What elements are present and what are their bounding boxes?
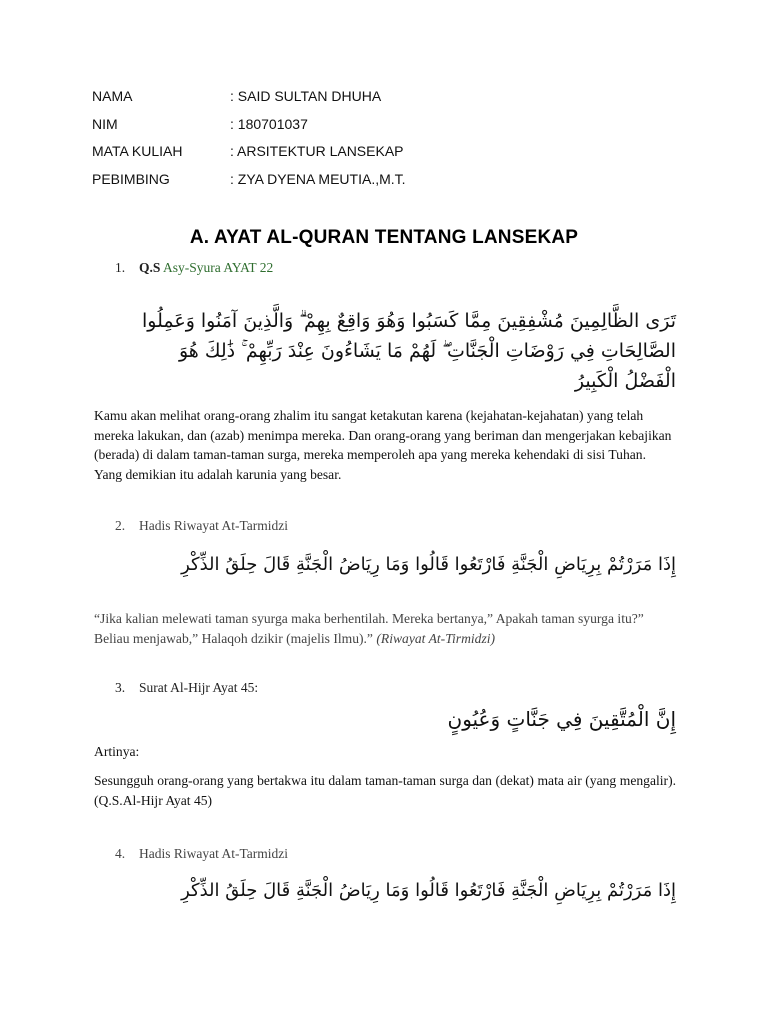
identity-row-nama bbox=[92, 88, 406, 116]
identity-label: NAMA bbox=[92, 88, 133, 104]
surah-title: Asy-Syura AYAT 22 bbox=[160, 260, 274, 275]
identity-label: MATA KULIAH bbox=[92, 143, 183, 159]
list-number: 2. bbox=[115, 518, 126, 533]
arabic-hadith-4 bbox=[181, 877, 676, 905]
list-item-1-title bbox=[115, 260, 273, 276]
arabic-verse-1 bbox=[142, 306, 676, 396]
arabic-line: تَرَى الظَّالِمِينَ مُشْفِقِينَ مِمَّا كَسَبُوا وَهُوَ وَاقِعٌ بِهِمْ ۗ وَالَّذِينَ آمَنُوا وَعَمِلُوا bbox=[141, 310, 676, 332]
arabic-hadith-2 bbox=[181, 551, 676, 579]
list-number: 3. bbox=[115, 680, 126, 695]
arabic-line: إِنَّ الْمُتَّقِينَ فِي جَنَّاتٍ وَعُيُونٍ bbox=[447, 707, 676, 731]
list-item-2-title bbox=[115, 518, 288, 534]
identity-row-mata-kuliah bbox=[92, 143, 406, 171]
qs-prefix: Q.S bbox=[139, 260, 161, 275]
list-item-4-title bbox=[115, 846, 288, 862]
hadith-title: Hadis Riwayat At-Tarmidzi bbox=[139, 846, 289, 861]
list-number: 1. bbox=[115, 260, 126, 275]
identity-value: : SAID SULTAN DHUHA bbox=[230, 88, 382, 104]
arabic-line: إِذَا مَرَرْتُمْ بِرِيَاضِ الْجَنَّةِ فَارْتَعُوا قَالُوا وَمَا رِيَاضُ الْجَنَّةِ قَالَ حِلَقُ الذِّكْرِ bbox=[181, 880, 676, 901]
identity-label: PEBIMBING bbox=[92, 170, 170, 187]
list-number: 4. bbox=[115, 846, 126, 861]
surah-title: Surat Al-Hijr Ayat 45: bbox=[139, 680, 259, 695]
translation-2 bbox=[94, 609, 676, 648]
artinya-label: Artinya: bbox=[94, 744, 140, 759]
translation-text: “Jika kalian melewati taman syurga maka berhentilah. Mereka bertanya,” Apakah taman syurga itu?” Beliau menjawab,” Halaqoh dzikir (majelis Ilmu).” bbox=[94, 611, 644, 646]
identity-value: : 180701037 bbox=[230, 115, 308, 132]
identity-value: : ARSITEKTUR LANSEKAP bbox=[230, 143, 404, 159]
identity-row-pebimbing bbox=[92, 171, 406, 199]
section-heading: A. AYAT AL-QURAN TENTANG LANSEKAP bbox=[189, 227, 579, 248]
list-item-3-title bbox=[115, 680, 258, 696]
arabic-line: إِذَا مَرَرْتُمْ بِرِيَاضِ الْجَنَّةِ فَارْتَعُوا قَالُوا وَمَا رِيَاضُ الْجَنَّةِ قَالَ حِلَقُ الذِّكْرِ bbox=[181, 554, 676, 575]
identity-block bbox=[92, 88, 406, 198]
translation-source: (Riwayat At-Tirmidzi) bbox=[376, 630, 496, 646]
arabic-verse-3 bbox=[448, 703, 677, 735]
arabic-line: الْفَضْلُ الْكَبِيرُ bbox=[574, 370, 676, 392]
translation-3: Sesungguh orang-orang yang bertakwa itu dalam taman-taman surga dan (dekat) mata air (yang mengalir). (Q.S.Al-Hijr Ayat 45) bbox=[94, 773, 676, 808]
identity-value: : ZYA DYENA MEUTIA.,M.T. bbox=[230, 170, 406, 187]
identity-label: NIM bbox=[92, 115, 118, 132]
translation-1: Kamu akan melihat orang-orang zhalim itu sangat ketakutan karena (kejahatan-kejahatan) yang telah mereka lakukan, dan (azab) menimpa mereka. Dan orang-orang yang beriman dan mengerjakan kebajikan (berada) di dalam taman-taman surga, mereka memperoleh apa yang mereka kehendaki di sisi Tuhan. Yang demikian itu adalah karunia yang besar. bbox=[94, 408, 672, 482]
hadith-title: Hadis Riwayat At-Tarmidzi bbox=[139, 518, 289, 533]
identity-row-nim bbox=[92, 116, 406, 144]
arabic-line: الصَّالِحَاتِ فِي رَوْضَاتِ الْجَنَّاتِ ۖ لَهُمْ مَا يَشَاءُونَ عِنْدَ رَبِّهِمْ ۚ ذَٰلِكَ هُوَ bbox=[178, 340, 676, 362]
